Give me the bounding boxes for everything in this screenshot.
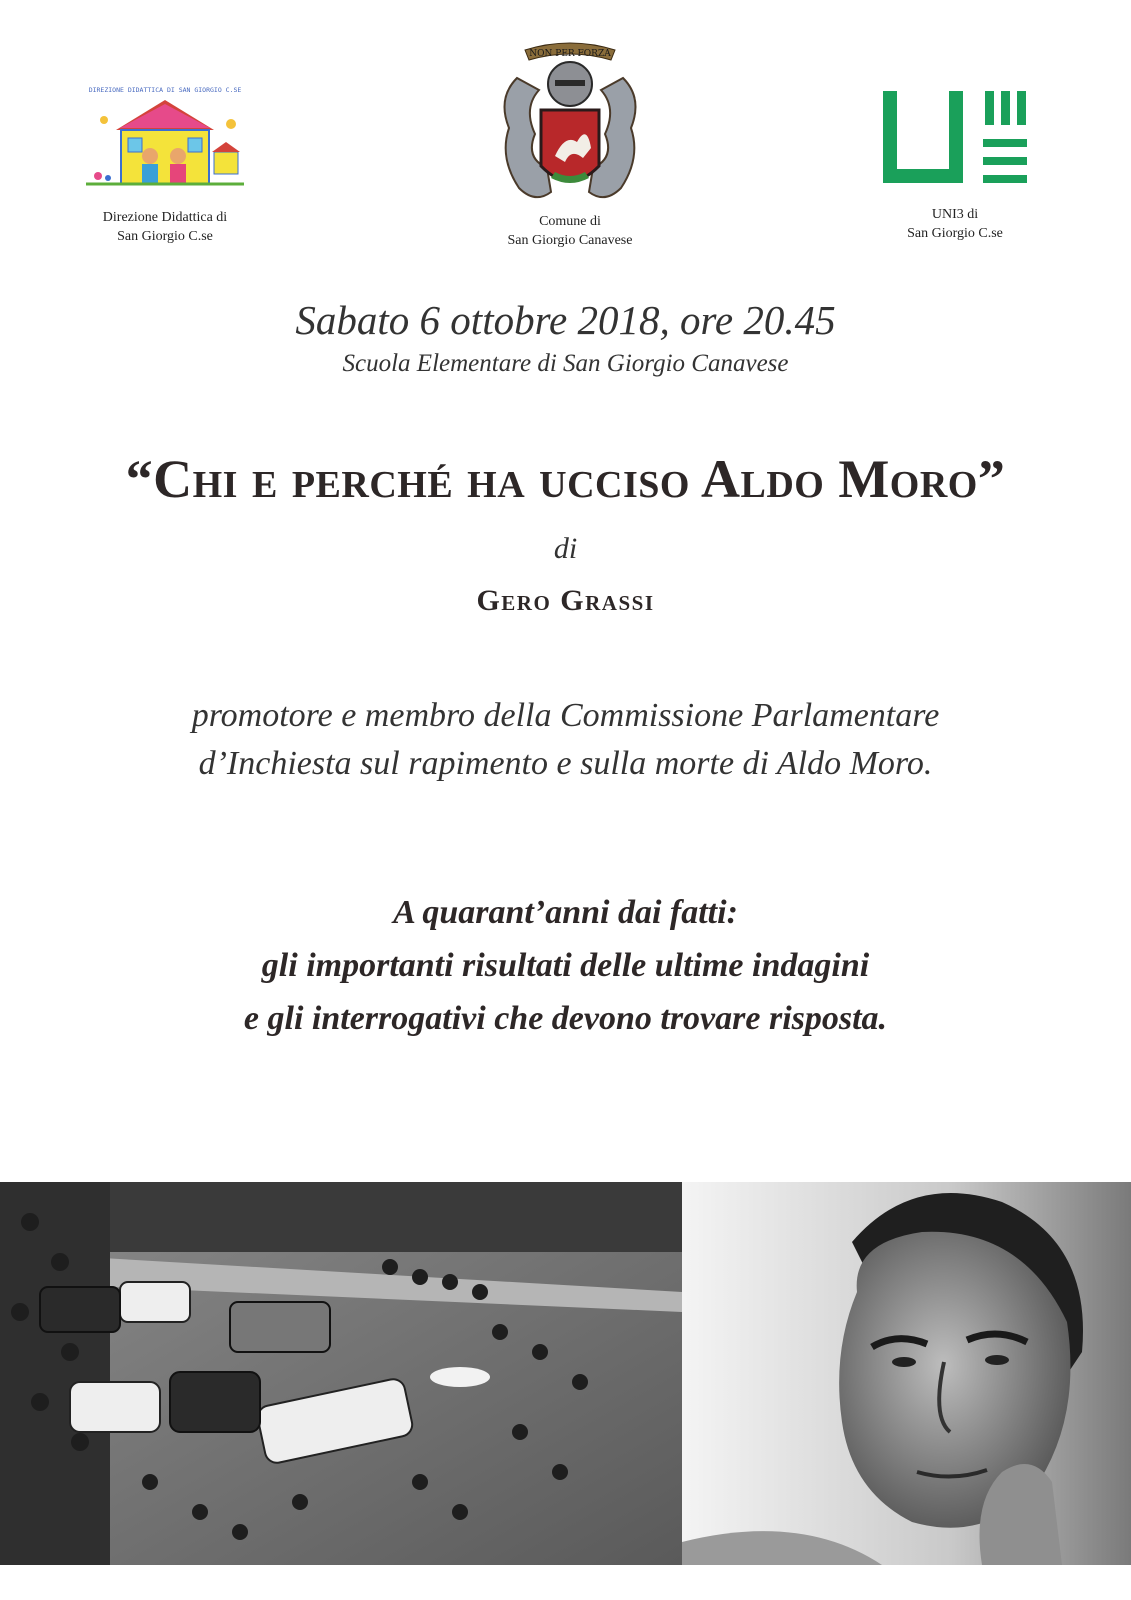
comune-crest-logo: [495, 38, 645, 206]
crime-scene-photo: [0, 1182, 682, 1565]
subtitle-line: gli importanti risultati delle ultime indagini: [261, 947, 870, 984]
author-role: [0, 692, 1131, 788]
author-name: Gero Grassi: [476, 584, 655, 617]
uni3-logo-block: [860, 85, 1050, 243]
direzione-didattica-logo-block: [60, 80, 270, 246]
author-role-line: d’Inchiesta sul rapimento e sulla morte di Aldo Moro.: [198, 745, 933, 782]
portrait-photo: [682, 1182, 1131, 1565]
event-date: Sabato 6 ottobre 2018, ore 20.45: [295, 297, 836, 343]
event-title: “Chi e perché ha ucciso Aldo Moro”: [125, 449, 1006, 509]
uni3-caption: UNI3 di San Giorgio C.se: [907, 207, 1003, 241]
drawing-header-text: DIREZIONE DIDATTICA DI SAN GIORGIO C.SE: [88, 86, 242, 94]
subtitle-line: e gli interrogativi che devono trovare risposta.: [243, 1000, 888, 1037]
school-drawing-logo: [86, 80, 244, 194]
author-role-line: promotore e membro della Commissione Parlamentare: [191, 697, 940, 734]
uni3-logo: [877, 85, 1033, 189]
subtitle-line: A quarant’anni dai fatti:: [393, 894, 738, 931]
direzione-didattica-caption: Direzione Didattica di San Giorgio C.se: [102, 210, 228, 244]
event-subtitle: [0, 886, 1131, 1045]
crest-motto-text: NON PER FORZA: [529, 49, 611, 59]
comune-logo-block: [470, 38, 670, 250]
event-venue: Scuola Elementare di San Giorgio Canavese: [342, 350, 789, 377]
by-label: di: [553, 532, 578, 565]
crime-scene-illustration: [0, 1182, 682, 1565]
comune-caption: Comune di San Giorgio Canavese: [507, 214, 633, 248]
portrait-illustration: [682, 1182, 1131, 1565]
